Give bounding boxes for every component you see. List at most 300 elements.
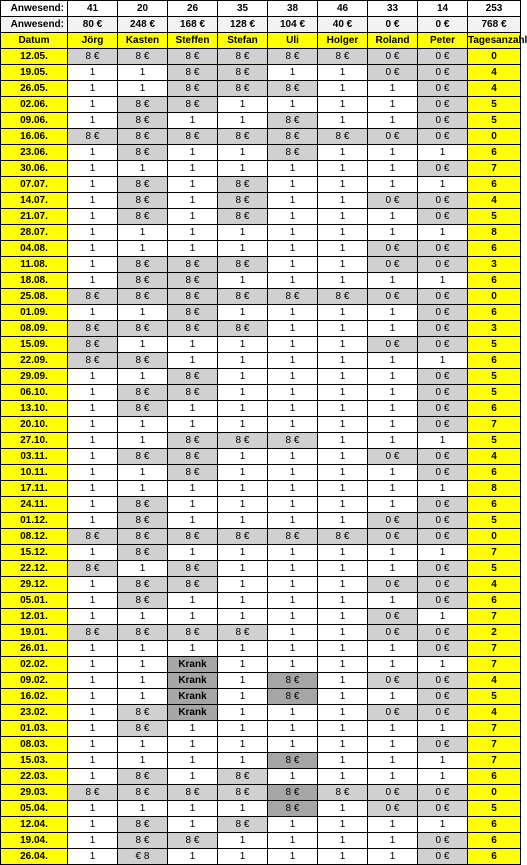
attendance-cell[interactable]: 8 €: [118, 769, 168, 785]
attendance-cell[interactable]: 8 €: [118, 257, 168, 273]
attendance-cell[interactable]: 8 €: [118, 129, 168, 145]
date-cell[interactable]: 12.04.: [1, 817, 68, 833]
attendance-cell[interactable]: 1: [318, 641, 368, 657]
date-cell[interactable]: 01.12.: [1, 513, 68, 529]
attendance-cell[interactable]: 8 €: [168, 65, 218, 81]
attendance-cell[interactable]: 1: [168, 337, 218, 353]
attendance-cell[interactable]: 8 €: [168, 321, 218, 337]
attendance-cell[interactable]: 1: [68, 305, 118, 321]
column-header-person[interactable]: Kasten: [118, 33, 168, 49]
attendance-cell[interactable]: 1: [168, 193, 218, 209]
attendance-cell[interactable]: 1: [218, 513, 268, 529]
date-cell[interactable]: 08.12.: [1, 529, 68, 545]
attendance-cell[interactable]: 0 €: [368, 193, 418, 209]
attendance-cell[interactable]: 0 €: [418, 161, 468, 177]
attendance-cell[interactable]: 8 €: [118, 353, 168, 369]
attendance-cell[interactable]: 1: [368, 657, 418, 673]
attendance-cell[interactable]: Krank: [168, 689, 218, 705]
date-cell[interactable]: 24.11.: [1, 497, 68, 513]
attendance-cell[interactable]: 1: [318, 417, 368, 433]
attendance-cell[interactable]: 1: [368, 481, 418, 497]
column-header-person[interactable]: Stefan: [218, 33, 268, 49]
attendance-cell[interactable]: 1: [318, 577, 368, 593]
attendance-cell[interactable]: 0 €: [418, 705, 468, 721]
attendance-cell[interactable]: 1: [318, 193, 368, 209]
attendance-cell[interactable]: 1: [318, 497, 368, 513]
attendance-cell[interactable]: 8 €: [168, 129, 218, 145]
attendance-cell[interactable]: 1: [68, 609, 118, 625]
attendance-cell[interactable]: 1: [268, 401, 318, 417]
attendance-count-cell[interactable]: 46: [318, 1, 368, 17]
day-count-cell[interactable]: 7: [468, 609, 521, 625]
attendance-cell[interactable]: 1: [318, 849, 368, 865]
attendance-cell[interactable]: 8 €: [118, 321, 168, 337]
attendance-cell[interactable]: 0 €: [368, 801, 418, 817]
attendance-cell[interactable]: 1: [318, 833, 368, 849]
attendance-cell[interactable]: 1: [118, 465, 168, 481]
attendance-cell[interactable]: 1: [218, 273, 268, 289]
attendance-cell[interactable]: 1: [268, 609, 318, 625]
attendance-cell[interactable]: 0 €: [418, 209, 468, 225]
attendance-cell[interactable]: 1: [68, 577, 118, 593]
attendance-cell[interactable]: 1: [368, 401, 418, 417]
attendance-cell[interactable]: 8 €: [168, 305, 218, 321]
attendance-cell[interactable]: 1: [218, 849, 268, 865]
attendance-cell[interactable]: 1: [168, 753, 218, 769]
attendance-cell[interactable]: 1: [318, 737, 368, 753]
attendance-cell[interactable]: 1: [368, 161, 418, 177]
attendance-cell[interactable]: 1: [268, 177, 318, 193]
attendance-cell[interactable]: 8 €: [318, 129, 368, 145]
attendance-cell[interactable]: 8 €: [168, 577, 218, 593]
amount-sum-cell[interactable]: 128 €: [218, 17, 268, 33]
date-cell[interactable]: 26.04.: [1, 849, 68, 865]
attendance-cell[interactable]: 8 €: [268, 801, 318, 817]
attendance-cell[interactable]: 0 €: [368, 241, 418, 257]
date-cell[interactable]: 12.01.: [1, 609, 68, 625]
attendance-cell[interactable]: 1: [318, 721, 368, 737]
attendance-count-cell[interactable]: 14: [418, 1, 468, 17]
attendance-cell[interactable]: 8 €: [118, 209, 168, 225]
day-count-cell[interactable]: 4: [468, 673, 521, 689]
attendance-cell[interactable]: 8 €: [268, 689, 318, 705]
attendance-cell[interactable]: 1: [118, 65, 168, 81]
day-count-cell[interactable]: 8: [468, 225, 521, 241]
attendance-cell[interactable]: 1: [318, 145, 368, 161]
attendance-cell[interactable]: 1: [268, 769, 318, 785]
attendance-cell[interactable]: 1: [318, 753, 368, 769]
attendance-cell[interactable]: 1: [368, 833, 418, 849]
attendance-cell[interactable]: 8 €: [68, 561, 118, 577]
date-cell[interactable]: 05.04.: [1, 801, 68, 817]
attendance-count-cell[interactable]: 41: [68, 1, 118, 17]
date-cell[interactable]: 05.01.: [1, 593, 68, 609]
attendance-cell[interactable]: 1: [318, 449, 368, 465]
attendance-cell[interactable]: 1: [368, 305, 418, 321]
attendance-cell[interactable]: 1: [168, 593, 218, 609]
attendance-cell[interactable]: 1: [118, 433, 168, 449]
attendance-cell[interactable]: 1: [318, 385, 368, 401]
attendance-cell[interactable]: 8 €: [118, 449, 168, 465]
attendance-count-cell[interactable]: 33: [368, 1, 418, 17]
day-count-cell[interactable]: 5: [468, 209, 521, 225]
attendance-cell[interactable]: 1: [368, 417, 418, 433]
date-cell[interactable]: 15.09.: [1, 337, 68, 353]
date-cell[interactable]: 28.07.: [1, 225, 68, 241]
attendance-cell[interactable]: 1: [368, 113, 418, 129]
attendance-cell[interactable]: 8 €: [218, 625, 268, 641]
attendance-cell[interactable]: 1: [68, 657, 118, 673]
date-cell[interactable]: 08.03.: [1, 737, 68, 753]
day-count-cell[interactable]: 6: [468, 145, 521, 161]
attendance-cell[interactable]: 1: [318, 209, 368, 225]
attendance-cell[interactable]: 1: [68, 193, 118, 209]
attendance-cell[interactable]: 0 €: [368, 609, 418, 625]
attendance-cell[interactable]: 1: [318, 657, 368, 673]
attendance-cell[interactable]: 8 €: [218, 177, 268, 193]
date-cell[interactable]: 14.07.: [1, 193, 68, 209]
attendance-cell[interactable]: 8 €: [168, 465, 218, 481]
attendance-cell[interactable]: 1: [368, 433, 418, 449]
attendance-cell[interactable]: 1: [268, 417, 318, 433]
attendance-cell[interactable]: 8 €: [118, 545, 168, 561]
attendance-cell[interactable]: 1: [168, 545, 218, 561]
day-count-cell[interactable]: 8: [468, 481, 521, 497]
attendance-cell[interactable]: 1: [68, 225, 118, 241]
attendance-cell[interactable]: 8 €: [68, 289, 118, 305]
attendance-cell[interactable]: 1: [118, 673, 168, 689]
column-header-person[interactable]: Uli: [268, 33, 318, 49]
attendance-cell[interactable]: 1: [268, 497, 318, 513]
attendance-cell[interactable]: 1: [218, 353, 268, 369]
attendance-cell[interactable]: 1: [268, 625, 318, 641]
attendance-cell[interactable]: 8 €: [268, 129, 318, 145]
date-cell[interactable]: 15.03.: [1, 753, 68, 769]
attendance-cell[interactable]: 1: [368, 753, 418, 769]
attendance-cell[interactable]: 8 €: [168, 433, 218, 449]
attendance-cell[interactable]: 1: [318, 161, 368, 177]
attendance-cell[interactable]: 0 €: [368, 673, 418, 689]
attendance-count-cell[interactable]: 26: [168, 1, 218, 17]
attendance-cell[interactable]: 1: [318, 609, 368, 625]
attendance-cell[interactable]: 1: [68, 737, 118, 753]
attendance-cell[interactable]: 1: [268, 225, 318, 241]
attendance-cell[interactable]: 1: [218, 753, 268, 769]
attendance-cell[interactable]: 1: [418, 177, 468, 193]
day-count-cell[interactable]: 5: [468, 513, 521, 529]
attendance-cell[interactable]: 8 €: [168, 49, 218, 65]
attendance-cell[interactable]: 1: [318, 177, 368, 193]
attendance-cell[interactable]: 8 €: [218, 129, 268, 145]
attendance-cell[interactable]: 1: [218, 577, 268, 593]
attendance-cell[interactable]: 1: [268, 65, 318, 81]
attendance-cell[interactable]: 0 €: [418, 417, 468, 433]
attendance-cell[interactable]: 1: [368, 321, 418, 337]
attendance-cell[interactable]: 8 €: [218, 81, 268, 97]
attendance-cell[interactable]: 1: [368, 225, 418, 241]
attendance-cell[interactable]: 8 €: [68, 353, 118, 369]
attendance-cell[interactable]: 1: [68, 833, 118, 849]
attendance-cell[interactable]: 1: [118, 689, 168, 705]
attendance-cell[interactable]: 0 €: [418, 577, 468, 593]
date-cell[interactable]: 16.02.: [1, 689, 68, 705]
day-count-cell[interactable]: 0: [468, 785, 521, 801]
attendance-cell[interactable]: 0 €: [368, 129, 418, 145]
day-count-cell[interactable]: 7: [468, 737, 521, 753]
attendance-cell[interactable]: 0 €: [418, 65, 468, 81]
amount-sum-cell[interactable]: 168 €: [168, 17, 218, 33]
column-header-person[interactable]: Steffen: [168, 33, 218, 49]
date-cell[interactable]: 21.07.: [1, 209, 68, 225]
date-cell[interactable]: 12.05.: [1, 49, 68, 65]
day-count-cell[interactable]: 7: [468, 657, 521, 673]
attendance-cell[interactable]: 1: [418, 609, 468, 625]
attendance-cell[interactable]: 1: [318, 673, 368, 689]
attendance-cell[interactable]: 1: [168, 801, 218, 817]
amount-sum-cell[interactable]: 104 €: [268, 17, 318, 33]
day-count-cell[interactable]: 6: [468, 241, 521, 257]
attendance-cell[interactable]: 1: [318, 401, 368, 417]
attendance-cell[interactable]: 1: [318, 241, 368, 257]
day-count-cell[interactable]: 6: [468, 273, 521, 289]
attendance-cell[interactable]: 1: [68, 385, 118, 401]
attendance-cell[interactable]: 0 €: [418, 97, 468, 113]
attendance-cell[interactable]: 0 €: [418, 337, 468, 353]
attendance-cell[interactable]: 1: [418, 657, 468, 673]
attendance-cell[interactable]: 0 €: [418, 785, 468, 801]
attendance-cell[interactable]: 0 €: [368, 705, 418, 721]
attendance-cell[interactable]: 1: [218, 305, 268, 321]
attendance-cell[interactable]: 1: [418, 817, 468, 833]
attendance-cell[interactable]: 1: [168, 113, 218, 129]
day-count-cell[interactable]: 7: [468, 641, 521, 657]
attendance-cell[interactable]: 1: [218, 657, 268, 673]
attendance-cell[interactable]: 8 €: [168, 833, 218, 849]
attendance-cell[interactable]: 1: [68, 497, 118, 513]
day-count-cell[interactable]: 5: [468, 113, 521, 129]
attendance-cell[interactable]: 1: [368, 817, 418, 833]
attendance-cell[interactable]: 0 €: [368, 625, 418, 641]
date-cell[interactable]: 22.09.: [1, 353, 68, 369]
attendance-cell[interactable]: 0 €: [418, 737, 468, 753]
day-count-cell[interactable]: 6: [468, 497, 521, 513]
column-header-day-count[interactable]: Tagesanzahl: [468, 33, 521, 49]
attendance-cell[interactable]: 1: [268, 465, 318, 481]
attendance-cell[interactable]: 0 €: [418, 369, 468, 385]
attendance-cell[interactable]: 1: [318, 273, 368, 289]
attendance-cell[interactable]: 0 €: [368, 449, 418, 465]
attendance-cell[interactable]: 1: [218, 705, 268, 721]
attendance-cell[interactable]: 1: [168, 497, 218, 513]
attendance-cell[interactable]: 1: [68, 401, 118, 417]
date-cell[interactable]: 18.08.: [1, 273, 68, 289]
attendance-cell[interactable]: 1: [418, 433, 468, 449]
day-count-cell[interactable]: 3: [468, 257, 521, 273]
attendance-cell[interactable]: 1: [268, 337, 318, 353]
attendance-cell[interactable]: 0 €: [418, 193, 468, 209]
attendance-cell[interactable]: 1: [268, 705, 318, 721]
attendance-cell[interactable]: 1: [118, 609, 168, 625]
attendance-cell[interactable]: 0 €: [418, 49, 468, 65]
attendance-cell[interactable]: 0 €: [418, 529, 468, 545]
day-count-cell[interactable]: 5: [468, 433, 521, 449]
attendance-cell[interactable]: 1: [218, 97, 268, 113]
date-cell[interactable]: 06.10.: [1, 385, 68, 401]
day-count-cell[interactable]: 5: [468, 337, 521, 353]
attendance-cell[interactable]: Krank: [168, 705, 218, 721]
attendance-count-cell[interactable]: 38: [268, 1, 318, 17]
attendance-cell[interactable]: 0 €: [418, 689, 468, 705]
attendance-cell[interactable]: 8 €: [118, 721, 168, 737]
day-count-cell[interactable]: 5: [468, 97, 521, 113]
date-cell[interactable]: 30.06.: [1, 161, 68, 177]
attendance-cell[interactable]: 8 €: [268, 289, 318, 305]
attendance-cell[interactable]: 1: [68, 417, 118, 433]
date-cell[interactable]: 07.07.: [1, 177, 68, 193]
attendance-cell[interactable]: 8 €: [168, 529, 218, 545]
attendance-cell[interactable]: 0 €: [418, 801, 468, 817]
attendance-cell[interactable]: 1: [318, 81, 368, 97]
attendance-cell[interactable]: 0 €: [418, 673, 468, 689]
amount-sum-cell[interactable]: 0 €: [368, 17, 418, 33]
attendance-cell[interactable]: 1: [268, 577, 318, 593]
attendance-cell[interactable]: 1: [168, 737, 218, 753]
attendance-cell[interactable]: 1: [118, 801, 168, 817]
date-cell[interactable]: 08.09.: [1, 321, 68, 337]
attendance-cell[interactable]: 1: [168, 641, 218, 657]
attendance-cell[interactable]: Krank: [168, 673, 218, 689]
attendance-cell[interactable]: 8 €: [68, 337, 118, 353]
date-cell[interactable]: 23.06.: [1, 145, 68, 161]
attendance-count-cell[interactable]: 20: [118, 1, 168, 17]
attendance-cell[interactable]: 0 €: [418, 497, 468, 513]
attendance-cell[interactable]: 1: [318, 97, 368, 113]
attendance-cell[interactable]: 8 €: [218, 257, 268, 273]
attendance-cell[interactable]: 0 €: [418, 833, 468, 849]
attendance-cell[interactable]: 0 €: [368, 65, 418, 81]
date-cell[interactable]: 19.05.: [1, 65, 68, 81]
attendance-cell[interactable]: 1: [218, 481, 268, 497]
day-count-cell[interactable]: 7: [468, 417, 521, 433]
attendance-cell[interactable]: 1: [368, 385, 418, 401]
attendance-cell[interactable]: 1: [68, 209, 118, 225]
date-cell[interactable]: 26.05.: [1, 81, 68, 97]
attendance-cell[interactable]: 1: [318, 113, 368, 129]
attendance-cell[interactable]: 1: [68, 433, 118, 449]
attendance-cell[interactable]: 0 €: [368, 785, 418, 801]
attendance-cell[interactable]: 0 €: [368, 289, 418, 305]
attendance-cell[interactable]: 1: [68, 241, 118, 257]
date-cell[interactable]: 29.12.: [1, 577, 68, 593]
attendance-cell[interactable]: 1: [318, 689, 368, 705]
attendance-cell[interactable]: 8 €: [118, 273, 168, 289]
date-cell[interactable]: 09.06.: [1, 113, 68, 129]
attendance-cell[interactable]: 8 €: [118, 817, 168, 833]
attendance-cell[interactable]: 8 €: [218, 433, 268, 449]
attendance-cell[interactable]: 8 €: [318, 49, 368, 65]
attendance-cell[interactable]: 1: [418, 145, 468, 161]
attendance-cell[interactable]: 8 €: [268, 673, 318, 689]
attendance-cell[interactable]: 1: [168, 353, 218, 369]
attendance-cell[interactable]: 1: [318, 817, 368, 833]
amount-sum-cell[interactable]: 248 €: [118, 17, 168, 33]
attendance-cell[interactable]: 0 €: [418, 641, 468, 657]
date-cell[interactable]: 15.12.: [1, 545, 68, 561]
attendance-cell[interactable]: 1: [168, 177, 218, 193]
attendance-cell[interactable]: 8 €: [118, 145, 168, 161]
attendance-cell[interactable]: 1: [218, 545, 268, 561]
attendance-cell[interactable]: 8 €: [268, 785, 318, 801]
attendance-cell[interactable]: 8 €: [118, 785, 168, 801]
attendance-cell[interactable]: 1: [168, 721, 218, 737]
date-cell[interactable]: 27.10.: [1, 433, 68, 449]
day-count-cell[interactable]: 6: [468, 401, 521, 417]
attendance-cell[interactable]: 8 €: [168, 449, 218, 465]
attendance-cell[interactable]: 8 €: [218, 769, 268, 785]
attendance-cell[interactable]: € 8: [118, 849, 168, 865]
attendance-cell[interactable]: 1: [68, 801, 118, 817]
attendance-cell[interactable]: 1: [268, 481, 318, 497]
attendance-cell[interactable]: 8 €: [118, 289, 168, 305]
attendance-cell[interactable]: 1: [218, 337, 268, 353]
attendance-cell[interactable]: 1: [418, 721, 468, 737]
day-count-cell[interactable]: 0: [468, 129, 521, 145]
attendance-cell[interactable]: 1: [318, 65, 368, 81]
attendance-cell[interactable]: 1: [218, 401, 268, 417]
attendance-cell[interactable]: 1: [318, 337, 368, 353]
day-count-cell[interactable]: 6: [468, 833, 521, 849]
attendance-cell[interactable]: 1: [268, 657, 318, 673]
date-cell[interactable]: 26.01.: [1, 641, 68, 657]
attendance-cell[interactable]: 1: [268, 385, 318, 401]
attendance-cell[interactable]: 8 €: [168, 97, 218, 113]
attendance-cell[interactable]: 1: [368, 465, 418, 481]
column-header-person[interactable]: Roland: [368, 33, 418, 49]
attendance-cell[interactable]: 0 €: [368, 529, 418, 545]
attendance-cell[interactable]: 1: [218, 161, 268, 177]
attendance-cell[interactable]: 1: [218, 833, 268, 849]
attendance-cell[interactable]: 8 €: [218, 193, 268, 209]
attendance-cell[interactable]: 8 €: [118, 577, 168, 593]
attendance-cell[interactable]: 8 €: [68, 785, 118, 801]
attendance-cell[interactable]: 0 €: [418, 449, 468, 465]
attendance-cell[interactable]: 8 €: [118, 593, 168, 609]
attendance-cell[interactable]: 8 €: [268, 49, 318, 65]
attendance-cell[interactable]: 1: [318, 561, 368, 577]
attendance-cell[interactable]: 1: [318, 465, 368, 481]
attendance-cell[interactable]: 0 €: [368, 337, 418, 353]
date-cell[interactable]: 23.02.: [1, 705, 68, 721]
attendance-cell[interactable]: 1: [168, 481, 218, 497]
attendance-cell[interactable]: 0 €: [418, 849, 468, 865]
attendance-cell[interactable]: 8 €: [118, 113, 168, 129]
amount-sum-total[interactable]: 768 €: [468, 17, 521, 33]
attendance-cell[interactable]: 1: [268, 561, 318, 577]
attendance-cell[interactable]: 8 €: [68, 129, 118, 145]
date-cell[interactable]: 10.11.: [1, 465, 68, 481]
attendance-count-cell[interactable]: 35: [218, 1, 268, 17]
day-count-cell[interactable]: 6: [468, 849, 521, 865]
attendance-cell[interactable]: 1: [268, 513, 318, 529]
attendance-cell[interactable]: 1: [268, 721, 318, 737]
attendance-cell[interactable]: 8 €: [218, 209, 268, 225]
day-count-cell[interactable]: 5: [468, 801, 521, 817]
attendance-cell[interactable]: 1: [368, 545, 418, 561]
attendance-cell[interactable]: 8 €: [118, 529, 168, 545]
attendance-cell[interactable]: 1: [218, 641, 268, 657]
attendance-cell[interactable]: 1: [218, 561, 268, 577]
attendance-cell[interactable]: 1: [368, 369, 418, 385]
